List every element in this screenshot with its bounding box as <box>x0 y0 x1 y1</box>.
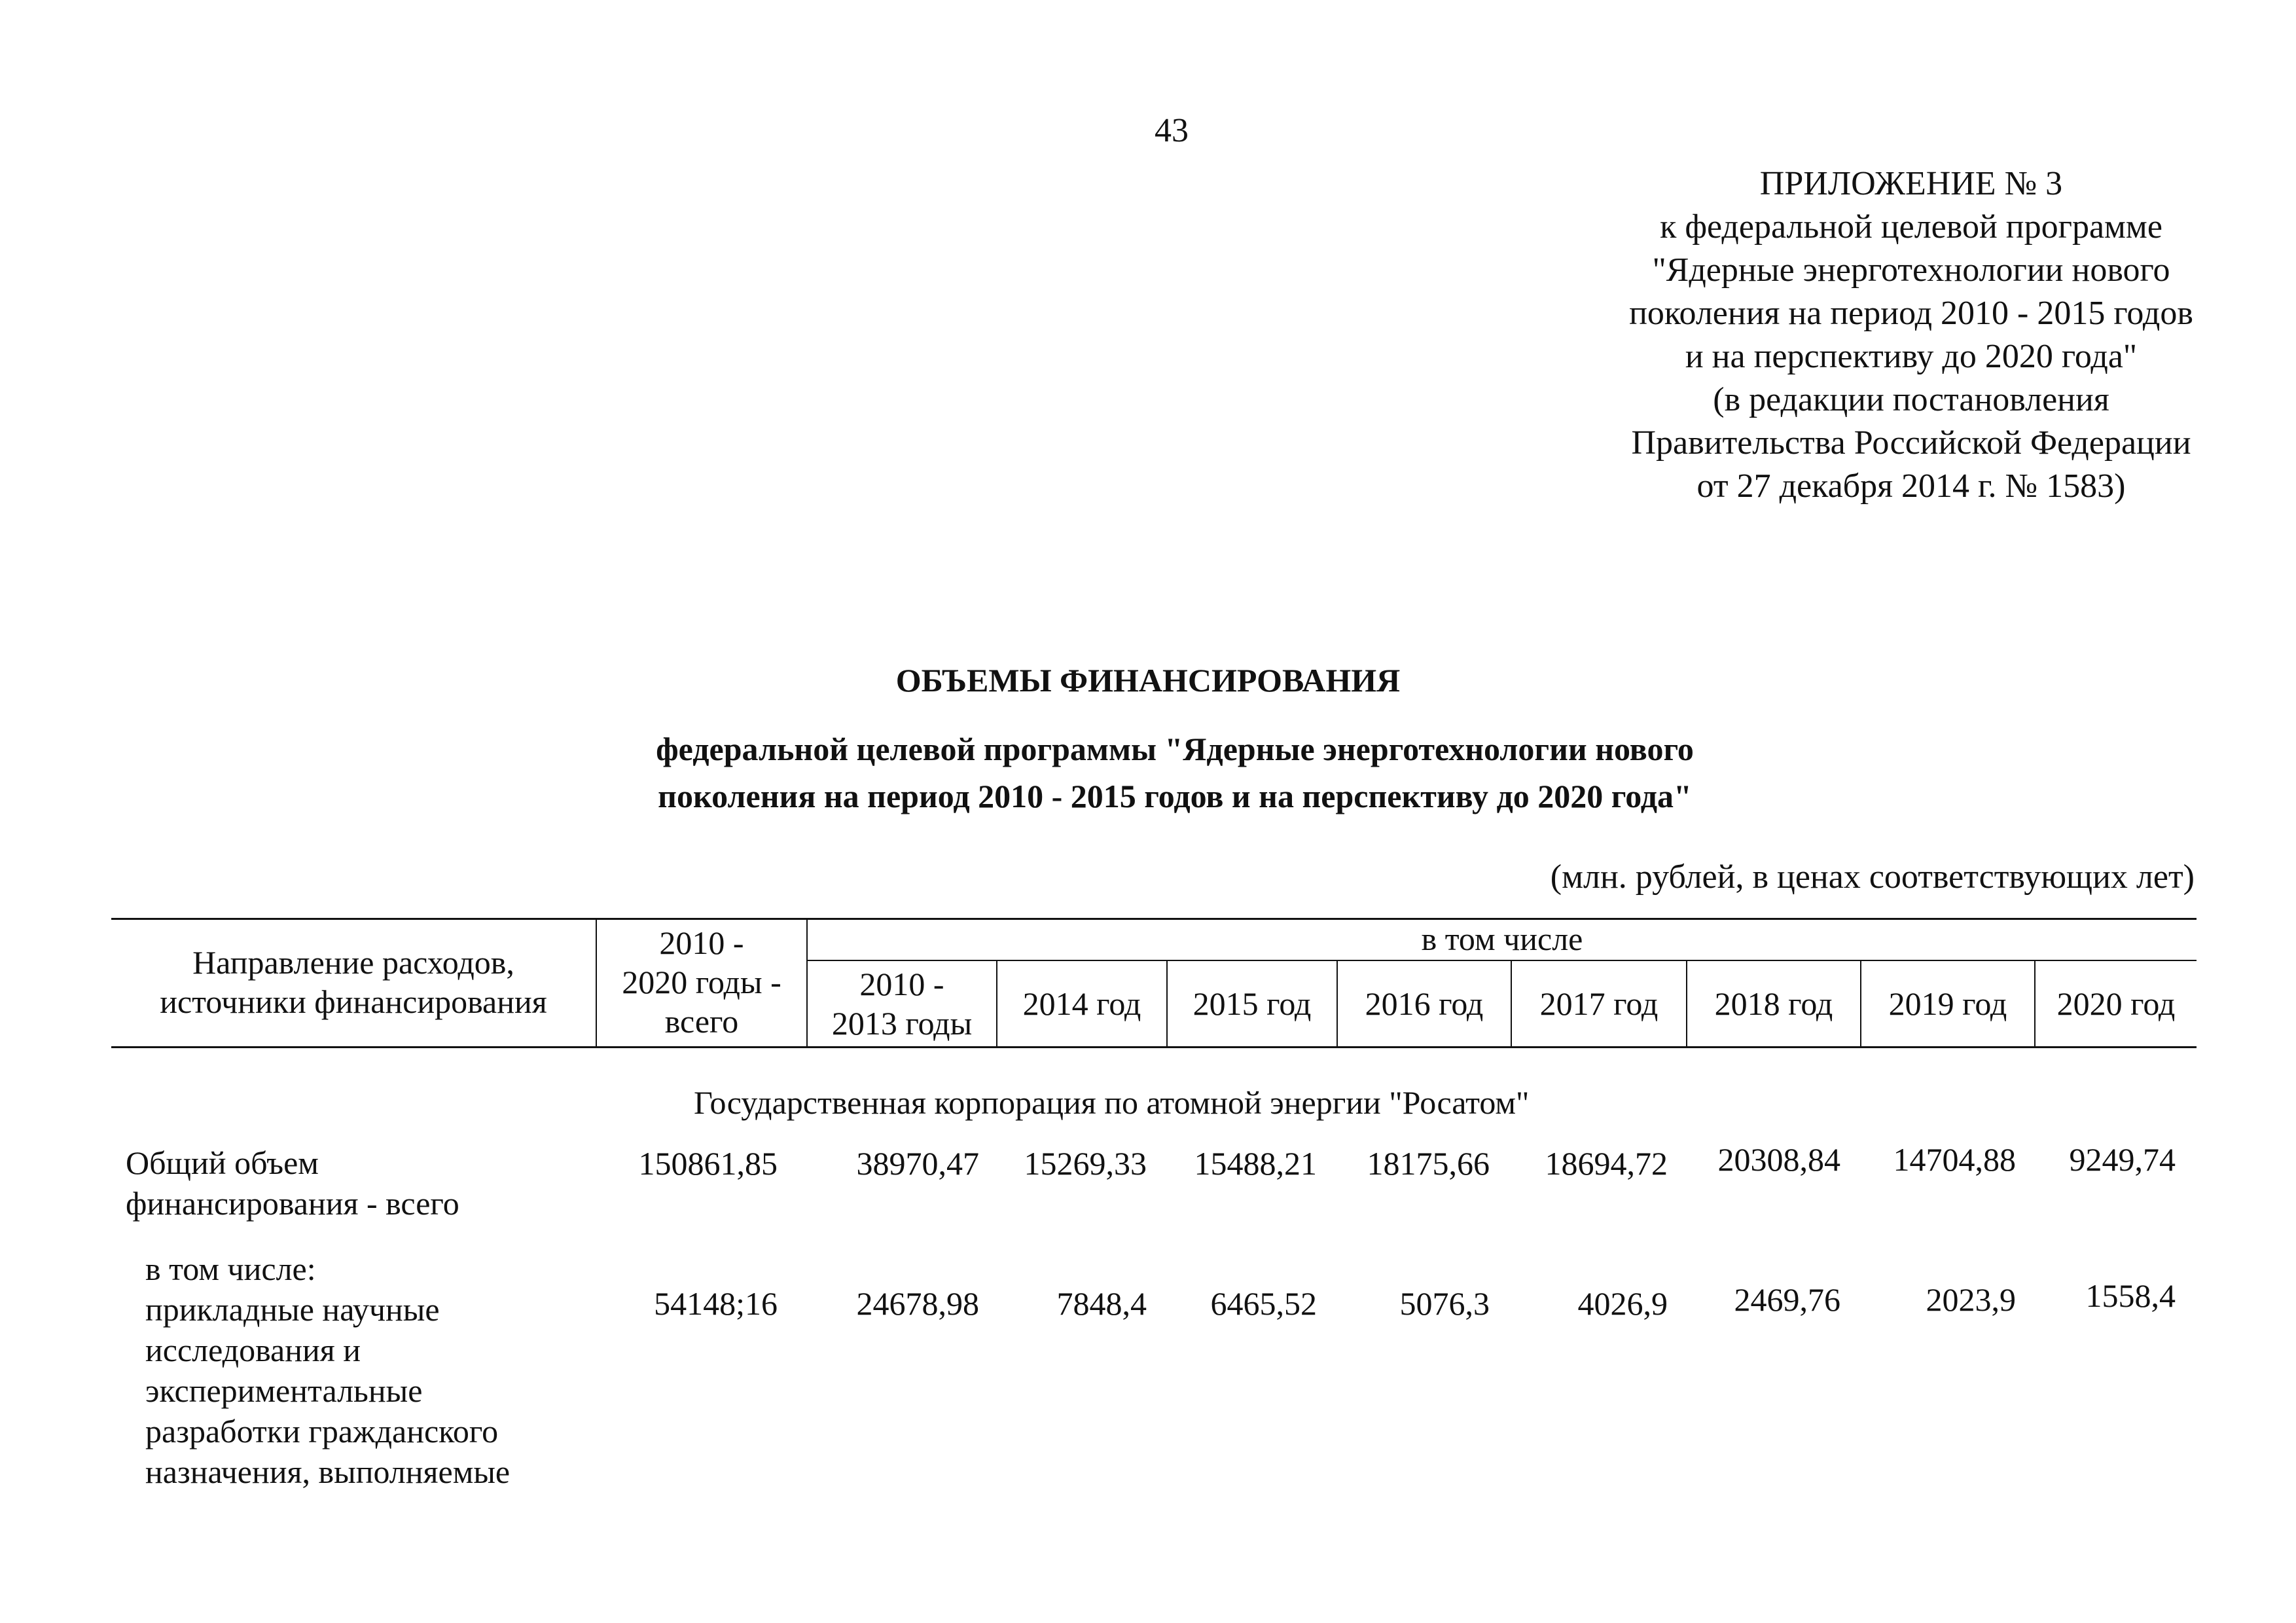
row-label-line: Общий объем <box>126 1144 319 1181</box>
table-cell: 7848,4 <box>1056 1285 1147 1322</box>
header-text: 2017 год <box>1539 985 1659 1022</box>
row-label-line: экспериментальные <box>145 1372 423 1409</box>
subtitle-line: поколения на период 2010 - 2015 годов и на перспективу до 2020 года" <box>658 778 1692 814</box>
table-cell: 14704,88 <box>1893 1141 2016 1178</box>
header-period <box>1338 961 1511 1046</box>
row-label <box>145 1249 510 1492</box>
table-cell: 2023,9 <box>1926 1281 2016 1318</box>
header-period <box>1687 961 1860 1046</box>
appendix-line: "Ядерные энерготехнологии нового <box>1652 251 2170 289</box>
header-text: 2018 год <box>1714 985 1833 1022</box>
row-label-line: исследования и <box>145 1332 361 1368</box>
header-bottom-rule <box>111 1046 2197 1048</box>
row-label-line: разработки гражданского <box>145 1413 499 1450</box>
appendix-block <box>1505 162 2296 508</box>
appendix-line: Правительства Российской Федерации <box>1631 424 2191 462</box>
row-label <box>126 1142 459 1224</box>
header-period <box>1861 961 2034 1046</box>
table-cell: 6465,52 <box>1210 1285 1317 1322</box>
page-number: 43 <box>1155 112 1189 149</box>
table-cell: 15269,33 <box>1024 1145 1147 1182</box>
appendix-line: к федеральной целевой программе <box>1660 208 2162 246</box>
row-label-line: назначения, выполняемые <box>145 1453 511 1490</box>
table-cell: 38970,47 <box>856 1145 979 1182</box>
table-cell: 20308,84 <box>1717 1141 1840 1178</box>
units-note: (млн. рублей, в ценах соответствующих лет) <box>1550 858 2195 896</box>
appendix-line: поколения на период 2010 - 2015 годов <box>1629 295 2193 332</box>
document-title: ОБЪЕМЫ ФИНАНСИРОВАНИЯ <box>895 662 1401 699</box>
table-cell: 150861,85 <box>638 1145 778 1182</box>
table-cell: 15488,21 <box>1194 1145 1317 1182</box>
subtitle-line: федеральной целевой программы "Ядерные энерготехнологии нового <box>656 731 1694 767</box>
table-cell: 2469,76 <box>1734 1281 1840 1318</box>
header-text: 2020 годы - <box>622 964 781 1000</box>
table-cell: 54148;16 <box>654 1285 778 1322</box>
table-cell: 4026,9 <box>1577 1285 1668 1322</box>
header-direction <box>111 918 596 1046</box>
appendix-line: (в редакции постановления <box>1713 381 2109 418</box>
table-cell: 9249,74 <box>2069 1141 2176 1178</box>
header-text: 2010 - <box>859 966 944 1002</box>
table-cell: 1558,4 <box>2085 1277 2176 1314</box>
section-caption: Государственная корпорация по атомной энергии "Росатом" <box>694 1084 1530 1121</box>
header-period <box>1512 961 1686 1046</box>
header-period <box>2036 961 2197 1046</box>
header-text: 2014 год <box>1022 985 1141 1022</box>
header-text: 2020 год <box>2056 985 2176 1022</box>
appendix-line: и на перспективу до 2020 года" <box>1685 338 2138 375</box>
header-text: 2013 годы <box>831 1005 973 1042</box>
header-period <box>808 961 996 1046</box>
appendix-line: от 27 декабря 2014 г. № 1583) <box>1696 467 2126 505</box>
appendix-line: ПРИЛОЖЕНИЕ № 3 <box>1759 165 2063 202</box>
document-subtitle <box>458 725 1892 820</box>
table-cell: 18175,66 <box>1367 1145 1490 1182</box>
header-period <box>1168 961 1336 1046</box>
table-cell: 5076,3 <box>1399 1285 1490 1322</box>
row-label-line: в том числе: <box>145 1250 316 1287</box>
row-label-line: прикладные научные <box>145 1291 440 1328</box>
header-text: 2016 год <box>1365 985 1484 1022</box>
header-including <box>808 918 2197 960</box>
header-text: 2015 год <box>1193 985 1312 1022</box>
table-cell: 18694,72 <box>1545 1145 1668 1182</box>
header-text: 2019 год <box>1888 985 2007 1022</box>
header-text: Направление расходов, <box>192 944 514 981</box>
header-text: в том числе <box>1421 921 1583 957</box>
table-cell: 24678,98 <box>856 1285 979 1322</box>
header-text: 2010 - <box>659 924 744 961</box>
header-period <box>997 961 1166 1046</box>
header-total <box>597 918 806 1046</box>
table-header <box>111 918 2197 1049</box>
row-label-line: финансирования - всего <box>126 1185 459 1222</box>
header-text: источники финансирования <box>160 983 547 1020</box>
header-text: всего <box>664 1003 739 1040</box>
